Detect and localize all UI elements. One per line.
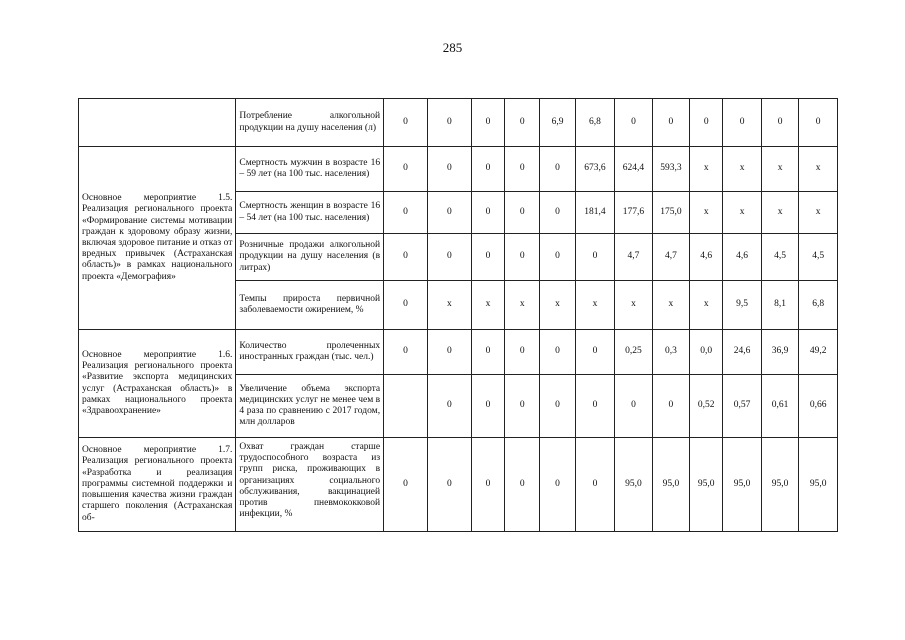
value-cell: х [690,281,723,330]
value-cell: 4,5 [799,234,838,281]
value-cell: 0,0 [690,330,723,375]
value-cell: х [723,147,762,192]
indicator-cell: Темпы прироста первичной заболеваемости ожирением, % [236,281,384,330]
indicator-cell: Розничные продажи алкогольной продукции на душу населения (в литрах) [236,234,384,281]
value-cell: 181,4 [575,192,615,234]
value-cell: 0 [471,147,504,192]
value-cell: 0 [427,375,471,438]
value-cell: 0 [427,147,471,192]
indicators-table [78,98,838,532]
value-cell: х [427,281,471,330]
value-cell: х [652,281,689,330]
value-cell: 0 [575,438,615,532]
value-cell: 0 [471,330,504,375]
value-cell: х [723,192,762,234]
value-cell: 95,0 [723,438,762,532]
value-cell: 0 [652,375,689,438]
value-cell: 177,6 [615,192,652,234]
value-cell: 0 [427,330,471,375]
value-cell: 0 [540,375,575,438]
value-cell: 0 [427,234,471,281]
value-cell: 0 [505,147,540,192]
value-cell: 0 [471,438,504,532]
value-cell: 175,0 [652,192,689,234]
value-cell: 0 [505,192,540,234]
value-cell: 673,6 [575,147,615,192]
value-cell: 0 [384,438,428,532]
value-cell: 0 [427,99,471,147]
value-cell: 0 [615,375,652,438]
value-cell: 0 [384,147,428,192]
indicator-cell: Увеличение объема экспорта медицинских услуг не менее чем в 4 раза по сравнению с 2017 годом, млн долларов [236,375,384,438]
value-cell: х [575,281,615,330]
value-cell: 0 [427,192,471,234]
activity-cell: Основное мероприятие 1.7. Реализация регионального проекта «Разработка и реализация программы системной поддержки и повышения качества жизни граждан старшего поколения (Астраханская об- [79,438,236,532]
value-cell: 0 [652,99,689,147]
value-cell: х [690,147,723,192]
indicator-cell: Количество пролеченных иностранных граждан (тыс. чел.) [236,330,384,375]
value-cell: х [505,281,540,330]
value-cell: 0 [540,192,575,234]
value-cell: 95,0 [690,438,723,532]
value-cell: 0 [540,234,575,281]
table-row [79,99,838,147]
value-cell: 4,5 [761,234,798,281]
table-row [79,438,838,532]
value-cell: 6,9 [540,99,575,147]
value-cell: 0 [384,99,428,147]
value-cell: 0 [615,99,652,147]
value-cell: х [471,281,504,330]
value-cell: 0,3 [652,330,689,375]
value-cell: 0 [471,234,504,281]
value-cell: 0 [723,99,762,147]
value-cell: 0 [471,375,504,438]
value-cell: 0 [799,99,838,147]
indicator-cell: Охват граждан старше трудоспособного возраста из групп риска, проживающих в организациях социального обслуживания, вакцинацией против пневмококковой инфекции, % [236,438,384,532]
value-cell: 0 [575,234,615,281]
activity-cell [79,99,236,147]
value-cell: 24,6 [723,330,762,375]
value-cell: 4,7 [615,234,652,281]
value-cell: 95,0 [761,438,798,532]
value-cell: 0 [540,147,575,192]
indicator-cell: Смертность мужчин в возрасте 16 – 59 лет (на 100 тыс. населения) [236,147,384,192]
value-cell: 0 [761,99,798,147]
value-cell: 0 [384,192,428,234]
value-cell: 0 [540,330,575,375]
value-cell: х [761,192,798,234]
value-cell: 95,0 [615,438,652,532]
value-cell: 0 [505,330,540,375]
value-cell: 0,52 [690,375,723,438]
value-cell: 4,7 [652,234,689,281]
value-cell: 624,4 [615,147,652,192]
indicator-cell: Смертность женщин в возрасте 16 – 54 лет (на 100 тыс. населения) [236,192,384,234]
value-cell: 4,6 [690,234,723,281]
value-cell: 0 [505,438,540,532]
value-cell: 0 [471,192,504,234]
value-cell: 0 [540,438,575,532]
value-cell: 8,1 [761,281,798,330]
value-cell: х [799,192,838,234]
table-row [79,147,838,192]
value-cell: х [540,281,575,330]
value-cell: 6,8 [575,99,615,147]
value-cell: 0 [384,234,428,281]
value-cell: 0 [505,99,540,147]
value-cell: 0,66 [799,375,838,438]
table-row [79,330,838,375]
value-cell: 0,57 [723,375,762,438]
value-cell: х [615,281,652,330]
value-cell: 0 [384,281,428,330]
value-cell: 0,25 [615,330,652,375]
value-cell: 0 [690,99,723,147]
page-number: 285 [442,40,463,55]
activity-cell: Основное мероприятие 1.5. Реализация регионального проекта «Формирование системы мотивации граждан к здоровому образу жизни, включая здоровое питание и отказ от вредных привычек (Астраханская область)» в рамках национального проекта «Демография» [79,147,236,330]
value-cell: 6,8 [799,281,838,330]
value-cell: х [761,147,798,192]
value-cell [384,375,428,438]
value-cell: 36,9 [761,330,798,375]
value-cell: 0 [505,234,540,281]
value-cell: 49,2 [799,330,838,375]
value-cell: х [690,192,723,234]
value-cell: 0 [427,438,471,532]
indicator-cell: Потребление алкогольной продукции на душу населения (л) [236,99,384,147]
value-cell: 95,0 [652,438,689,532]
value-cell: х [799,147,838,192]
value-cell: 0,61 [761,375,798,438]
activity-cell: Основное мероприятие 1.6. Реализация регионального проекта «Развитие экспорта медицинских услуг (Астраханская область)» в рамках национального проекта «Здравоохранение» [79,330,236,438]
value-cell: 593,3 [652,147,689,192]
value-cell: 0 [471,99,504,147]
value-cell: 0 [505,375,540,438]
value-cell: 0 [384,330,428,375]
value-cell: 4,6 [723,234,762,281]
value-cell: 95,0 [799,438,838,532]
value-cell: 0 [575,375,615,438]
value-cell: 9,5 [723,281,762,330]
value-cell: 0 [575,330,615,375]
